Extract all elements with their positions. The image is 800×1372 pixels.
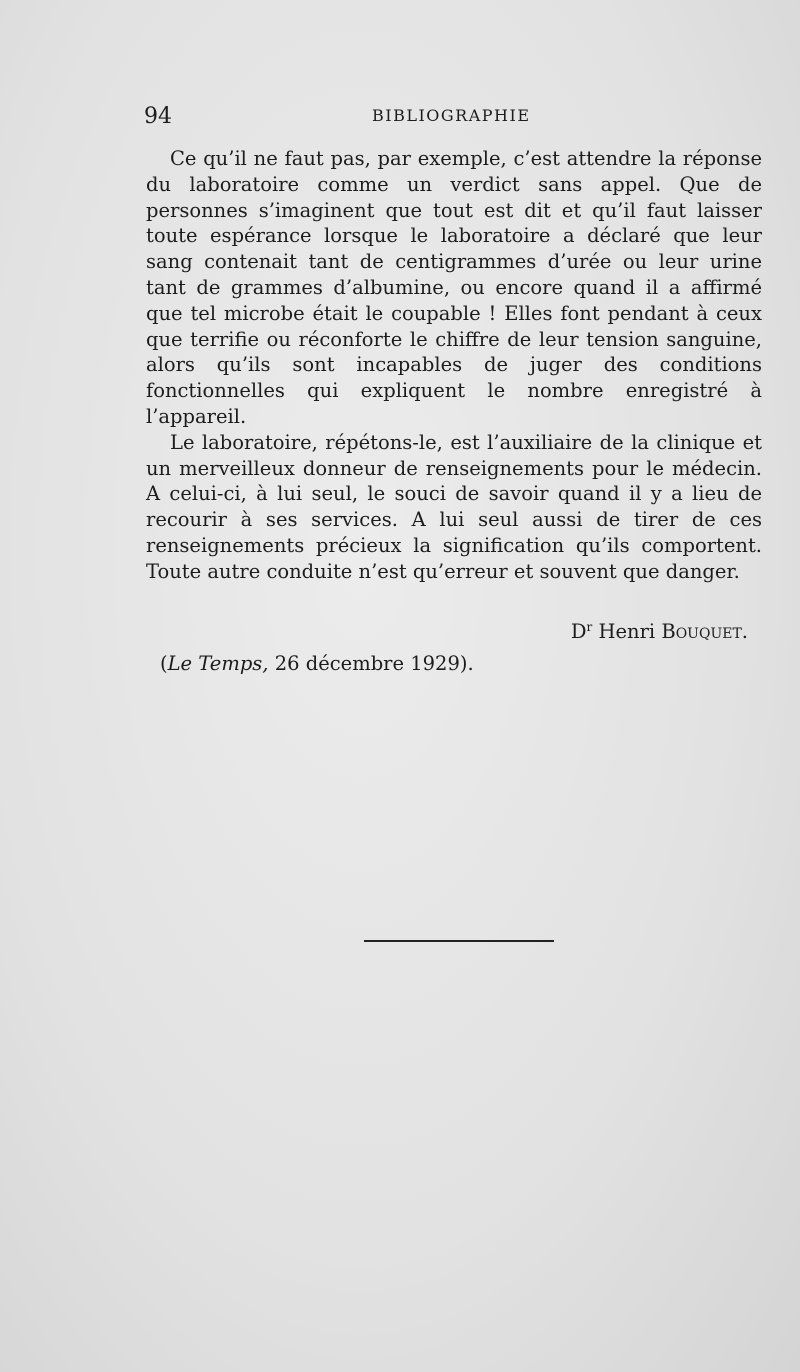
signature-title-sup: r bbox=[586, 620, 593, 634]
signature-title: D bbox=[570, 620, 587, 643]
running-head: BIBLIOGRAPHIE bbox=[372, 106, 531, 125]
page-number: 94 bbox=[144, 104, 172, 129]
signature-first-name: Henri bbox=[598, 620, 656, 643]
body-text bbox=[146, 146, 762, 585]
signature-last-name: Bouquet. bbox=[661, 620, 748, 643]
citation-date: 26 décembre 1929). bbox=[268, 652, 474, 675]
citation-source: Le Temps, bbox=[167, 652, 269, 675]
paragraph-1: Ce qu’il ne faut pas, par exemple, c’est attendre la réponse du laboratoire comme un verdict sans appel. Que de personnes s’imaginent que tout est dit et qu’il faut laisser toute espérance lorsque le laboratoire a déclaré que leur sang contenait tant de centigrammes d’urée ou leur urine tant de grammes d’albumine, ou encore quand il a affirmé que tel microbe était le coupable ! Elles font pendant à ceux que terrifie ou réconforte le chiffre de leur tension sanguine, alors qu’ils sont incapables de juger des conditions fonctionnelles qui expliquent le nombre enregistré à l’appareil. bbox=[146, 147, 762, 428]
citation bbox=[160, 652, 474, 675]
signature bbox=[571, 620, 748, 643]
section-divider-rule bbox=[364, 940, 554, 942]
paragraph-2: Le laboratoire, répétons-le, est l’auxiliaire de la clinique et un merveilleux donneur de renseignements pour le médecin. A celui-ci, à lui seul, le souci de savoir quand il y a lieu de recourir à ses services. A lui seul aussi de tirer de ces renseignements précieux la signification qu’ils comportent. Toute autre conduite n’est qu’erreur et souvent que danger. bbox=[146, 430, 762, 583]
citation-open: ( bbox=[160, 652, 168, 675]
